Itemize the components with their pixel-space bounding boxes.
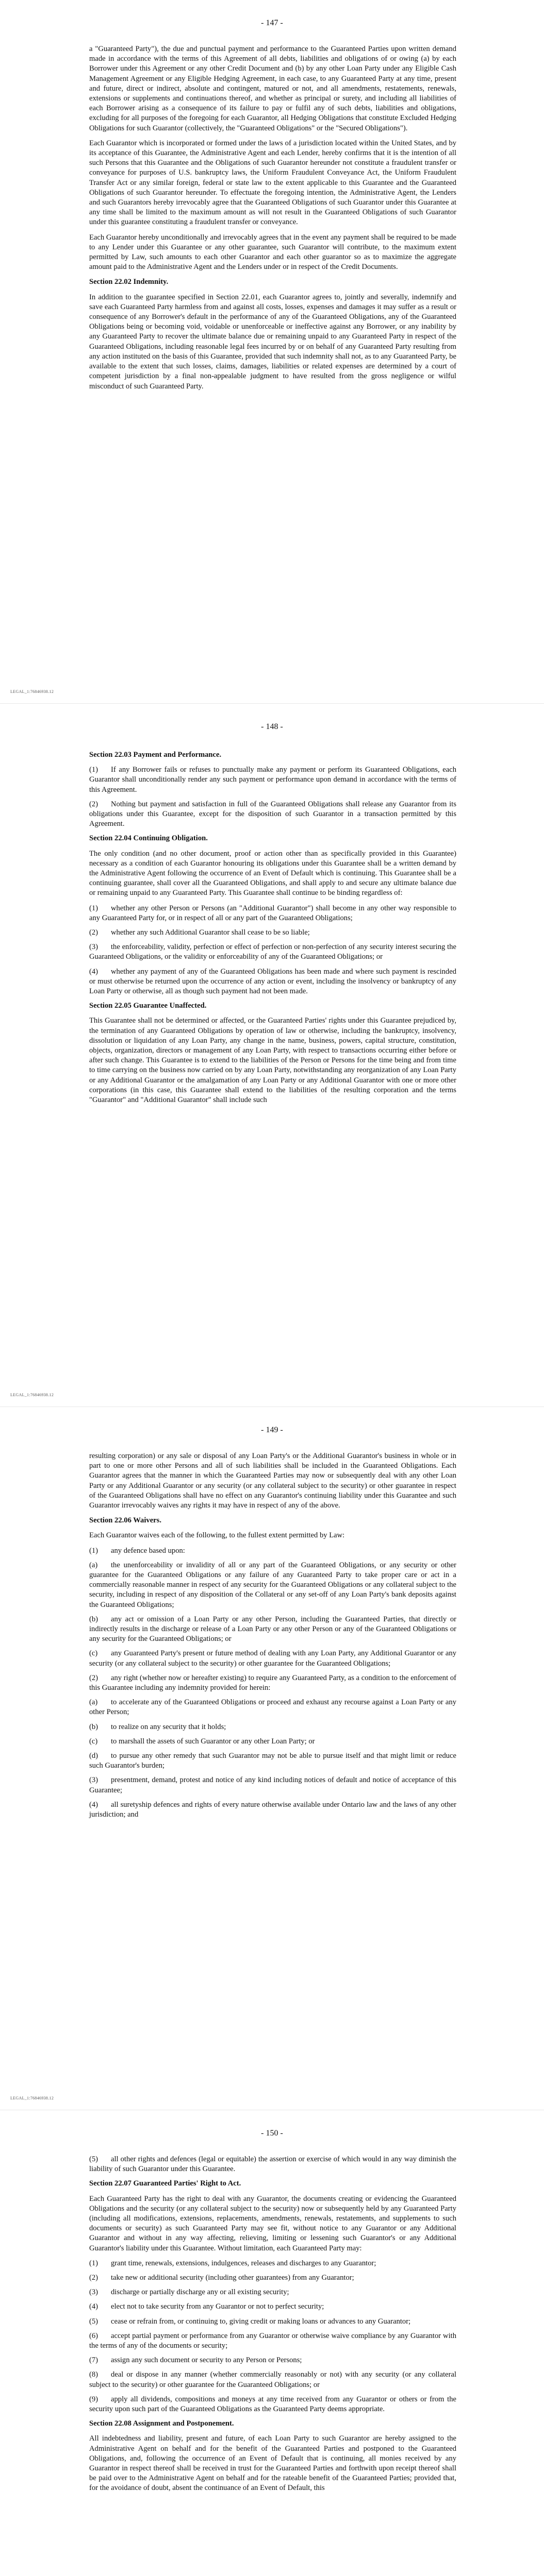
page-body [89,44,456,397]
section-heading: Section 22.05 Guarantee Unaffected. [89,1002,207,1010]
page-body [89,748,456,1110]
paragraph: This Guarantee shall not be determined or affected, or the Guaranteed Parties' rights under this Guarantee prejudiced by, the termination of any Guaranteed Obligations by operation of law or otherwise, including the bankruptcy, insolvency, dissolution or liquidation of any Loan Party, any change in the name, business, powers, capital structure, constitution, objects, organization, directors or management of any Loan Party, with respect to transactions occurring either before or after such change. This Guarantee is to extend to the liabilities of the Person or Persons for the time being and from time to time carrying on the business now carried on by any Loan Party, notwithstanding any reorganization of any Loan Party or any Additional Guarantor or the amalgamation of any Loan Party or any Additional Guarantor with one or more other corporations (in this case, this Guarantee shall extend to the liabilities of the resulting corporation and the terms "Guarantor" and "Additional Guarantor" shall include such [89,1016,456,1105]
list-item: (5) cease or refrain from, or continuing to, giving credit or making loans or advances to any Guarantor; [89,2317,411,2326]
page-number: - 148 - [261,722,283,731]
list-item: (a) to accelerate any of the Guaranteed Obligations or proceed and exhaust any recourse against a Loan Party or any other Person; [89,1698,456,1717]
page-149 [0,1407,544,2110]
paragraph: Each Guarantor waives each of the following, to the fullest extent permitted by Law: [89,1531,345,1540]
paragraph: All indebtedness and liability, present and future, of each Loan Party to such Guarantor are hereby assigned to the Administrative Agent on behalf and for the benefit of the Guaranteed Parties and postponed to the Guaranteed Obligations, and, following the occurrence of an Event of Default that is continuing, all monies received by any Guarantor in respect thereof shall be received in trust for the Guaranteed Parties and forthwith upon receipt thereof shall be paid over to the Administrative Agent on behalf and for the rateable benefit of the Guaranteed Parties; provided that, for the avoidance of doubt, absent the continuance of an Event of Default, this [89,2434,456,2493]
section-heading: Section 22.02 Indemnity. [89,278,169,286]
list-item: (1) grant time, renewals, extensions, indulgences, releases and discharges to any Guarantor; [89,2259,376,2267]
list-item: (6) accept partial payment or performance from any Guarantor or otherwise waive compliance by any Guarantor with the terms of any of the documents or security; [89,2331,456,2350]
list-item: (1) any defence based upon: [89,1546,185,1555]
list-item: (2) Nothing but payment and satisfaction in full of the Guaranteed Obligations shall release any Guarantor from its obligations under this Guarantee, except for the disposition of such Guarantor in a transaction permitted by this Agreement. [89,800,456,828]
section-heading: Section 22.06 Waivers. [89,1516,161,1525]
list-item: (b) any act or omission of a Loan Party or any other Person, including the Guaranteed Parties, that directly or indirectly results in the discharge or release of a Loan Party or any other Person or any of the Guaranteed Obligations or any security for the Guaranteed Obligations; or [89,1615,456,1643]
list-item: (7) assign any such document or security to any Person or Persons; [89,2356,302,2365]
document-footer: LEGAL_1:76846938.12 [10,2096,54,2100]
list-item: (1) If any Borrower fails or refuses to punctually make any payment or perform its Guaranteed Obligations, each Guarantor shall unconditionally render any such payment or performance upon demand in accordance with the terms of this Agreement. [89,766,456,794]
page-number: - 147 - [261,19,283,27]
list-item: (b) to realize on any security that it holds; [89,1722,226,1731]
list-item: (3) discharge or partially discharge any or all existing security; [89,2288,289,2297]
list-item: (c) to marshall the assets of such Guarantor or any other Loan Party; or [89,1737,315,1745]
page-number: - 149 - [261,1426,283,1434]
list-item: (d) to pursue any other remedy that such Guarantor may not be able to pursue itself and that might limit or reduce such Guarantor's burden; [89,1752,456,1770]
list-item: (c) any Guaranteed Party's present or future method of dealing with any Loan Party, any Additional Guarantor or any security (or any collateral subject to the security) or other guarantee for the Guaranteed Obligations; [89,1649,456,1668]
list-item: (3) presentment, demand, protest and notice of any kind including notices of default and notice of acceptance of this Guarantee; [89,1776,456,1794]
page-150 [0,2110,544,2576]
list-item: (1) whether any other Person or Persons (an "Additional Guarantor") shall become in any other way responsible to any Guaranteed Party for, or in respect of all or any part of the Guaranteed Obligations; [89,904,456,922]
list-item: (9) apply all dividends, compositions and moneys at any time received from any Guarantor or others or from the security upon such part of the Guaranteed Obligations as the Guaranteed Party deems appropriate. [89,2395,456,2414]
paragraph: Each Guarantor which is incorporated or formed under the laws of a jurisdiction located within the United States, and by its acceptance of this Guarantee, the Administrative Agent and each Lender, hereby confirms that it is the intention of all such Persons that this Guarantee and the Obligations of such Guarantor hereunder not constitute a fraudulent transfer or conveyance for purposes of U.S. bankruptcy laws, the Uniform Fraudulent Conveyance Act, the Uniform Fraudulent Transfer Act or any similar foreign, federal or state law to the extent applicable to this Guarantee and the Guaranteed Obligations of such Guarantor hereunder. To effectuate the foregoing intention, the Administrative Agent, the Lenders and such Guarantors hereby irrevocably agree that the Guaranteed Obligations of such Guarantor under this Guarantee at any time shall be limited to the maximum amount as will not result in the Guaranteed Obligations of such Guarantor under this guarantee constituting a fraudulent transfer or conveyance. [89,139,456,227]
section-heading: Section 22.04 Continuing Obligation. [89,834,208,843]
page-number: - 150 - [261,2129,283,2138]
section-heading: Section 22.03 Payment and Performance. [89,751,222,759]
list-item: (4) elect not to take security from any Guarantor or not to perfect security; [89,2302,324,2311]
list-item: (8) deal or dispose in any manner (whether commercially reasonably or not) with any security (or any collateral subject to the security) or other guarantee for the Guaranteed Obligations; or [89,2370,456,2389]
section-heading: Section 22.07 Guaranteed Parties' Right to Act. [89,2179,241,2188]
page-body [89,1451,456,1824]
list-item: (3) the enforceability, validity, perfection or effect of perfection or non-perfection of any security interest securing the Guaranteed Obligations, or the validity or enforceability of any of the Guaranteed Obligations; or [89,943,456,961]
paragraph: The only condition (and no other document, proof or action other than as specifically provided in this Guarantee) necessary as a condition of each Guarantor honouring its obligations under this Guarantee shall be a written demand by the Administrative Agent following the occurrence of an Event of Default which is continuing. This Guarantee shall be a continuing guarantee, shall cover all the Guaranteed Obligations, and shall apply to and secure any ultimate balance due or remaining unpaid to any Guaranteed Party. This Guarantee shall continue to be binding regardless of: [89,849,456,897]
list-item: (4) all suretyship defences and rights of every nature otherwise available under Ontario law and the laws of any other jurisdiction; and [89,1800,456,1819]
list-item: (4) whether any payment of any of the Guaranteed Obligations has been made and where such payment is rescinded or must otherwise be returned upon the occurrence of any action or event, including the insolvency or bankruptcy of any Loan Party or otherwise, all as though such payment had not been made. [89,967,456,996]
paragraph: Each Guaranteed Party has the right to deal with any Guarantor, the documents creating or evidencing the Guaranteed Obligations and the security (or any collateral subject to the security) now or subsequently held by any Guaranteed Party (including all modifications, extensions, replacements, amendments, renewals, restatements, and supplements to such documents or security) as such Guaranteed Party may see fit, without notice to any Guarantor or any Additional Guarantor and without in any way affecting, relieving, limiting or lessening such Guarantor's or any Additional Guarantor's liability under this Guarantee. Without limitation, each Guaranteed Party may: [89,2194,456,2252]
page-147 [0,0,544,703]
page-body [89,2155,456,2499]
list-item: (2) whether any such Additional Guarantor shall cease to be so liable; [89,928,310,937]
paragraph: resulting corporation) or any sale or disposal of any Loan Party's or the Additional Guarantor's business in whole or in part to one or more other Persons and all of such liabilities shall be included in the Guaranteed Obligations. Each Guarantor agrees that the manner in which the Guaranteed Parties may now or subsequently deal with any other Loan Party or any Additional Guarantor or any security (or any collateral subject to the security) or other guarantee in respect of the Guaranteed Obligations shall have no effect on any Guarantor's continuing liability under this Guarantee and such Guarantor irrevocably waives any rights it may have in respect of any of the above. [89,1452,456,1510]
list-item: (2) any right (whether now or hereafter existing) to require any Guaranteed Party, as a condition to the enforcement of this Guarantee including any indemnity provided for herein: [89,1673,456,1692]
paragraph: In addition to the guarantee specified in Section 22.01, each Guarantor agrees to, jointly and severally, indemnify and save each Guaranteed Party harmless from and against all costs, losses, expenses and damages it may suffer as a result or consequence of any Borrower's default in the performance of any of the Guaranteed Obligations, any of the Guaranteed Obligations being or becoming void, voidable or unenforceable or ineffective against any Borrower, or any inability by any Guaranteed Party to recover the ultimate balance due or remaining unpaid to any Guaranteed Party in respect of the Guaranteed Obligations, including reasonable legal fees incurred by or on behalf of any Guaranteed Party resulting from any action instituted on the basis of this Guarantee, provided that such indemnity shall not, as to any Guaranteed Party, be available to the extent that such losses, claims, damages, liabilities or related expenses are determined by a court of competent jurisdiction by a final non-appealable judgment to have resulted from the gross negligence or wilful misconduct of such Guaranteed Party. [89,293,456,391]
document-footer: LEGAL_1:76846938.12 [10,689,54,694]
page-148 [0,704,544,1406]
list-item: (a) the unenforceability or invalidity of all or any part of the Guaranteed Obligations, or any security or other guarantee for the Guaranteed Obligations or any failure of any Guaranteed Party to take proper care or act in a commercially reasonable manner in respect of any security for the Guaranteed Obligations or any collateral subject to the security, including in respect of any disposition of the Collateral or any set-off of any Loan Party's bank deposits against the Guaranteed Obligations; [89,1561,456,1609]
paragraph: a "Guaranteed Party"), the due and punctual payment and performance to the Guaranteed Parties upon written demand made in accordance with the terms of this Agreement of all debts, liabilities and obligations of or owing (a) by each Borrower under this Agreement or any other Credit Document and (b) by any other Loan Party under any Eligible Cash Management Agreement or any Eligible Hedging Agreement, in each case, to any Guaranteed Party at any time, present and future, direct or indirect, absolute and contingent, matured or not, and all amendments, restatements, renewals, extensions or supplements and continuations thereof, and whether as principal or surety, and including all liabilities of each Borrower arising as a consequence of its failure to pay or fulfil any of such debts, liabilities and obligations, excluding for all purposes of the foregoing for each Guarantor, all Hedging Obligations that constitute Excluded Hedging Obligations for such Guarantor (collectively, the "Guaranteed Obligations" or the "Secured Obligations"). [89,45,456,132]
document-footer: LEGAL_1:76846938.12 [10,1393,54,1397]
section-heading: Section 22.08 Assignment and Postponement. [89,2419,234,2428]
list-item: (5) all other rights and defences (legal or equitable) the assertion or exercise of which would in any way diminish the liability of such Guarantor under this Guarantee. [89,2155,456,2174]
paragraph: Each Guarantor hereby unconditionally and irrevocably agrees that in the event any payment shall be required to be made to any Lender under this Guarantee or any other guarantee, such Guarantor will contribute, to the maximum extent permitted by Law, such amounts to each other Guarantor and each other guarantor so as to maximize the aggregate amount paid to the Administrative Agent and the Lenders under or in respect of the Credit Documents. [89,233,456,272]
list-item: (2) take new or additional security (including other guarantees) from any Guarantor; [89,2274,354,2282]
